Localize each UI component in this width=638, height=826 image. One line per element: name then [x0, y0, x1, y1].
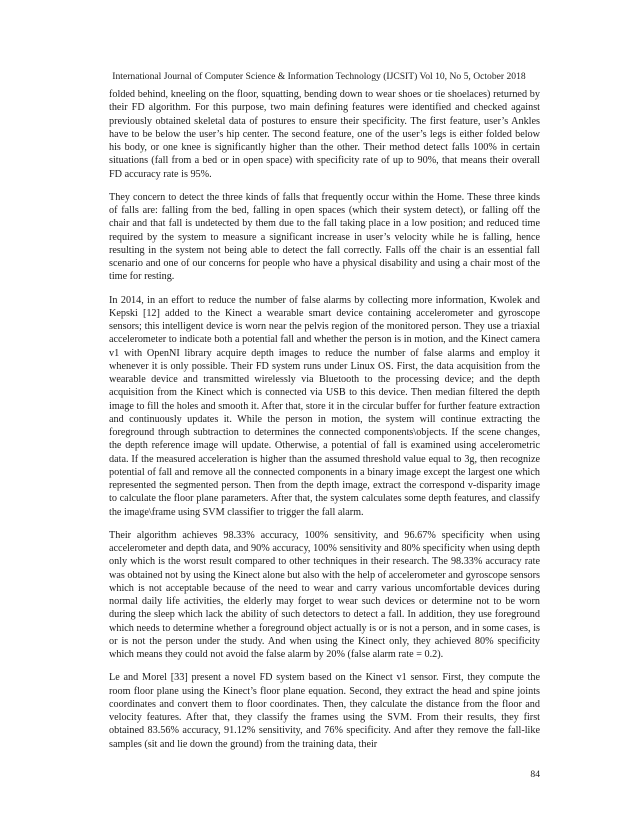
page-number: 84: [530, 769, 540, 780]
paragraph-4: Their algorithm achieves 98.33% accuracy, 100% sensitivity, and 96.67% specificity when using accelerometer and depth data, and 90% accuracy, 100% sensitivity and 80% specificity when using depth only which is the worst result compared to other techniques in their research. The 98.33% accuracy rate was obtained not by using the Kinect alone but also with the help of accelerometer and gyroscope sensors which is not acceptable because of the need to wear and carry various uncomfortable devices during normal daily life activities, the elderly may forget to wear such devices or determine not to be worn during the sleep which lack the ability of such detectors to detect a fall. In addition, they use foreground which needs to determine whether a foreground object actually is or is not a person, and in some cases, is or is not the person under the study. And when using the Kinect only, they achieved 80% specificity which means they could not avoid the false alarm by 20% (false alarm rate = 0.2).: [109, 529, 540, 660]
paragraph-5: Le and Morel [33] present a novel FD system based on the Kinect v1 sensor. First, they compute the room floor plane using the Kinect’s floor plane equation. Second, they extract the head and spine joints coordinates and convert them to floor coordinates. Then, they calculate the distance from the floor and velocity features. After that, they classify the frames using the SVM. From their results, they first obtained 83.56% accuracy, 91.12% sensitivity, and 76% specificity. And after they remove the fall-like samples (sit and lie down the ground) from the training data, their: [109, 672, 540, 750]
paragraph-1: folded behind, kneeling on the floor, squatting, bending down to wear shoes or tie shoelaces) returned by their FD algorithm. For this purpose, two main defining features were identified and checked against previously obtained skeletal data of postures to ensure their specificity. The first feature, user’s Ankles have to be below the user’s hip center. The second feature, one of the user’s legs is either folded below his body, or one knee is significantly higher than the other. Their method detect falls 100% in certain situations (fall from a bed or in open space) with specificity rate of up to 90%, that means their overall FD accuracy rate is 95%.: [109, 89, 540, 180]
journal-header: International Journal of Computer Science & Information Technology (IJCSIT) Vol 10, No 5, October 2018: [112, 71, 526, 82]
paragraph-2: They concern to detect the three kinds of falls that frequently occur within the Home. These three kinds of falls are: falling from the bed, falling in open spaces (which their system detect), or falling off the chair and that fall is undetected by them due to the fall taking place in a low position; and reduced time required by the system to measure a significant increase in user’s velocity while he is falling, hence resulting in the system not being able to detect the fall correctly. Falls off the chair is an essential fall scenario and one of our concerns for people who have a physical disability and using a chair most of the time for resting.: [109, 191, 540, 283]
paragraph-3: In 2014, in an effort to reduce the number of false alarms by collecting more information, Kwolek and Kepski [12] added to the Kinect a wearable smart device containing accelerometer and gyroscope sensors; this intelligent device is worn near the pelvis region of the monitored person. They use a triaxial accelerometer to indicate both a potential fall and whether the person is in motion, and the Kinect camera v1 with OpenNI library acquire depth images to reduce the number of false alarms and employ it whenever it is only possible. Their FD system runs under Linux OS. First, the data acquisition from the wearable device and transmitted wirelessly via Bluetooth to the processing device; and the depth acquisition from the Kinect which is connected via USB to this device. Then median filtered the depth image to fill the holes and smooth it. After that, store it in the circular buffer for further feature extraction and continuously updates it. While the person in motion, the system will continue extracting the foreground through subtraction to determines the connected components\objects. If the scene changes, the depth reference image will update. Otherwise, a potential of fall is examined using accelerometric data. If the measured acceleration is higher than the assumed threshold value equal to 3g, then recognize potential of fall and remove all the connected components in a binary image except the largest one which represented the segmented person. Then from the depth image, extract the correspond v-disparity image to calculate the floor plane parameters. After that, the system calculates some depth features, and classify the image\frame using SVM classifier to trigger the fall alarm.: [109, 294, 540, 518]
body-text: [109, 88, 540, 761]
